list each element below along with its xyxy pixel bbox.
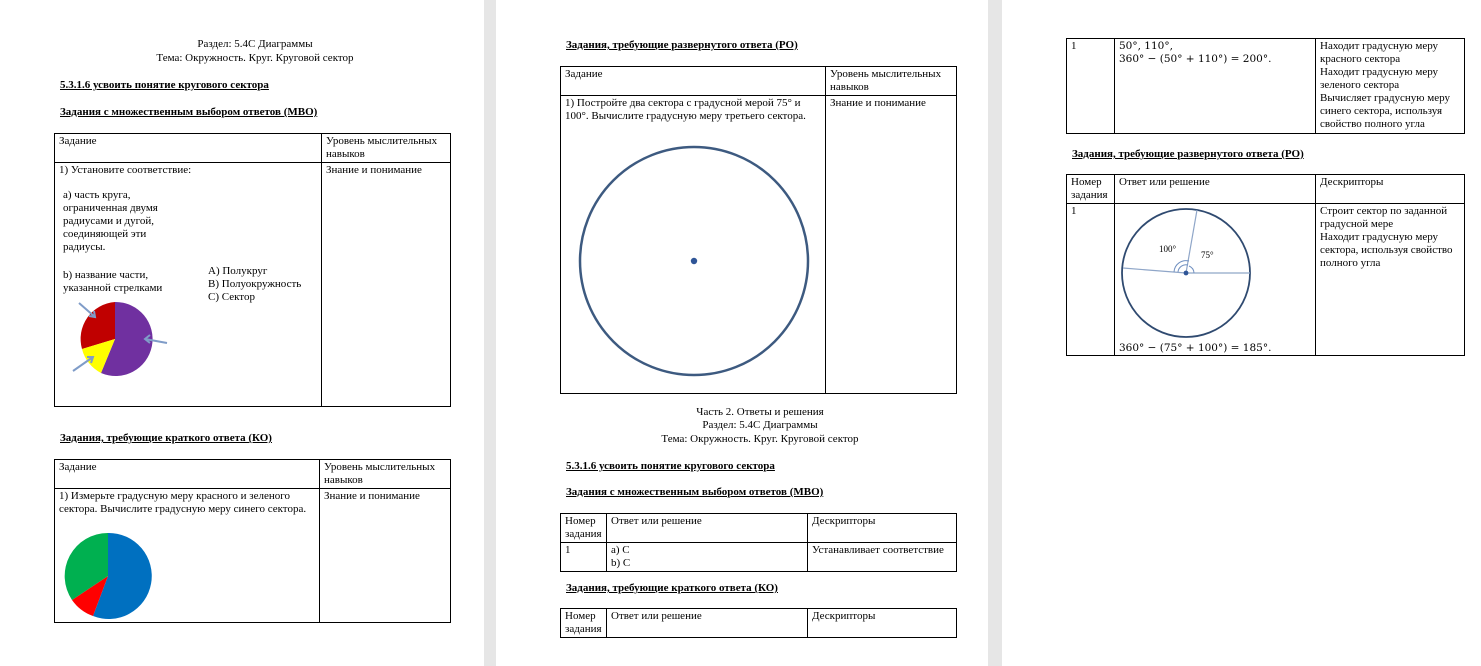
descriptor-cell: Строит сектор по заданной градусной мере Находит градусную меру сектора, используя свойство полного угла <box>1316 204 1465 356</box>
col-header-level: Уровень мыслительных навыков <box>320 460 451 489</box>
ro-task-cell <box>561 96 826 394</box>
ro-task-table <box>560 66 957 394</box>
ko-answer-table <box>560 608 957 638</box>
ko-answer-table-continued <box>1066 38 1465 134</box>
mvo-task-cell <box>55 163 322 407</box>
task-part-a: a) часть круга, ограниченная двумя радиусами и дугой, соединяющей эти радиусы. <box>63 189 158 253</box>
level-cell: Знание и понимание <box>826 96 957 394</box>
section-title: Раздел: 5.4С Диаграммы <box>702 419 818 431</box>
mvo-task-table <box>54 133 451 407</box>
section-title: Раздел: 5.4С Диаграммы <box>197 38 313 50</box>
answer-cell: a) C b) C <box>607 543 808 572</box>
document-page-3 <box>1002 0 1481 666</box>
ko-task-cell <box>55 489 320 623</box>
mvo-heading: Задания с множественным выбором ответов (МВО) <box>60 106 318 118</box>
col-header-task: Задание <box>55 134 322 163</box>
part2-title: Часть 2. Ответы и решения <box>696 406 824 418</box>
pie-chart-three-sectors <box>63 531 153 621</box>
col-header-number: Номер задания <box>1067 175 1115 204</box>
ko-heading: Задания, требующие краткого ответа (КО) <box>566 582 778 594</box>
task-number: 1 <box>561 543 607 572</box>
col-header-level: Уровень мыслительных навыков <box>322 134 451 163</box>
objective-heading: 5.3.1.6 усвоить понятие кругового сектора <box>60 79 269 91</box>
answer-options: А) Полукруг B) Полуокружность C) Сектор <box>208 265 302 303</box>
col-header-descriptors: Дескрипторы <box>808 609 957 638</box>
pie-chart-with-arrows <box>69 299 175 379</box>
col-header-descriptors: Дескрипторы <box>808 514 957 543</box>
circle-with-sectors <box>1117 206 1257 340</box>
col-header-answer: Ответ или решение <box>607 609 808 638</box>
angle-label-100: 100° <box>1159 244 1177 254</box>
empty-circle-drawing <box>577 144 811 378</box>
document-page-1 <box>0 0 484 666</box>
col-header-level: Уровень мыслительных навыков <box>826 67 957 96</box>
task-number: 1 <box>1067 204 1115 356</box>
col-header-number: Номер задания <box>561 514 607 543</box>
task-part-b: b) название части, указанной стрелками <box>63 269 163 294</box>
col-header-task: Задание <box>561 67 826 96</box>
ro-answer-table <box>1066 174 1465 356</box>
col-header-number: Номер задания <box>561 609 607 638</box>
descriptor-cell: Устанавливает соответствие <box>808 543 957 572</box>
task-text: 1) Измерьте градусную меру красного и зеленого сектора. Вычислите градусную меру синего сектора. <box>59 490 307 515</box>
level-cell: Знание и понимание <box>320 489 451 623</box>
result-formula: 360° − (75° + 100°) = 185°. <box>1119 342 1272 354</box>
col-header-answer: Ответ или решение <box>1115 175 1316 204</box>
mvo-answer-table <box>560 513 957 572</box>
topic-title: Тема: Окружность. Круг. Круговой сектор <box>156 52 354 64</box>
answer-cell <box>1115 204 1316 356</box>
descriptor-cell: Находит градусную меру красного сектора Находит градусную меру зеленого сектора Вычисляет градусную меру синего сектора, используя свойство полного угла <box>1316 39 1465 134</box>
objective-heading: 5.3.1.6 усвоить понятие кругового сектора <box>566 460 775 472</box>
angle-label-75: 75° <box>1201 250 1214 260</box>
task-number: 1 <box>1067 39 1115 134</box>
mvo-heading: Задания с множественным выбором ответов (МВО) <box>566 486 824 498</box>
task-intro: 1) Установите соответствие: <box>59 164 192 176</box>
answer-cell: 50°, 110°, 360° − (50° + 110°) = 200°. <box>1115 39 1316 134</box>
ro-heading: Задания, требующие развернутого ответа (РО) <box>566 39 798 51</box>
col-header-task: Задание <box>55 460 320 489</box>
document-page-2 <box>496 0 988 666</box>
ro-heading: Задания, требующие развернутого ответа (РО) <box>1072 148 1304 160</box>
ko-heading: Задания, требующие краткого ответа (КО) <box>60 432 272 444</box>
col-header-answer: Ответ или решение <box>607 514 808 543</box>
task-text: 1) Постройте два сектора с градусной мерой 75° и 100°. Вычислите градусную меру третьего сектора. <box>565 97 806 122</box>
col-header-descriptors: Дескрипторы <box>1316 175 1465 204</box>
level-cell: Знание и понимание <box>322 163 451 407</box>
topic-title: Тема: Окружность. Круг. Круговой сектор <box>661 433 859 445</box>
ko-task-table <box>54 459 451 623</box>
